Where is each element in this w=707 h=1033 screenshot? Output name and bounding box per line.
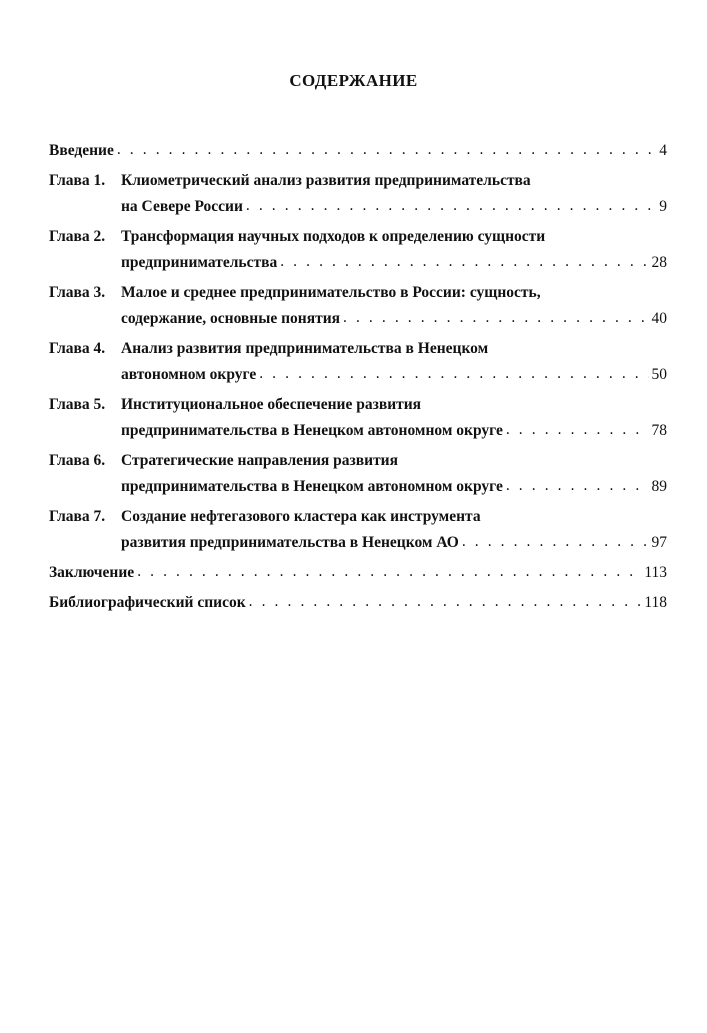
toc-entry-title-line-1: Создание нефтегазового кластера как инструмента [121,508,481,525]
toc-entry-chapter-5[interactable] [49,392,667,444]
toc-entry-conclusion[interactable] [49,560,667,586]
toc-page-number: 113 [644,564,667,581]
toc-entry-title-line-2: предпринимательства в Ненецком автономном округе [121,422,503,439]
toc-page-number: 40 [651,310,667,327]
toc-entry-title: Библиографический список [49,594,246,611]
toc-entry-bibliography[interactable] [49,590,667,616]
toc-page-number: 28 [651,254,667,271]
toc-entry-chapter-1[interactable] [49,168,667,220]
toc-entry-chapter-6[interactable] [49,448,667,500]
chapter-number: Глава 5. [49,396,106,413]
toc-entry-title: Заключение [49,564,135,581]
toc-entry-title-line-2: автономном округе [121,366,257,383]
toc-entry-title-line-2: содержание, основные понятия [121,310,341,327]
chapter-number: Глава 3. [49,284,106,301]
toc-entry-title-line-1: Институциональное обеспечение развития [121,396,422,413]
chapter-number: Глава 7. [49,508,106,525]
dot-leader [506,473,649,499]
dot-leader [280,249,648,275]
chapter-number: Глава 4. [49,340,106,357]
toc-entry-title-line-1: Стратегические направления развития [121,452,399,469]
chapter-number: Глава 2. [49,228,106,245]
dot-leader [343,305,648,331]
dot-leader [246,193,656,219]
toc-entry-title-line-2: предпринимательства [121,254,278,271]
toc-entry-title-line-1: Малое и среднее предпринимательство в России: сущность, [121,284,541,301]
table-of-contents [49,138,667,620]
toc-page-number: 89 [651,478,667,495]
dot-leader [117,137,656,163]
toc-entry-title-line-1: Анализ развития предпринимательства в Ненецком [121,340,489,357]
toc-page-number: 118 [644,594,667,611]
dot-leader [249,589,642,615]
page-title: СОДЕРЖАНИЕ [289,71,418,90]
toc-page-number: 97 [651,534,667,551]
dot-leader [137,559,641,585]
toc-entry-chapter-4[interactable] [49,336,667,388]
dot-leader [506,417,649,443]
toc-entry-title-line-2: на Севере России [121,198,243,215]
chapter-number: Глава 6. [49,452,106,469]
toc-page-number: 9 [659,198,667,215]
toc-entry-title-line-1: Трансформация научных подходов к определению сущности [121,228,546,245]
toc-entry-chapter-3[interactable] [49,280,667,332]
dot-leader [259,361,648,387]
toc-page-number: 4 [659,142,667,159]
toc-entry-title: Введение [49,142,114,159]
toc-entry-title-line-2: предпринимательства в Ненецком автономном округе [121,478,503,495]
toc-page-number: 78 [651,422,667,439]
toc-entry-title-line-1: Клиометрический анализ развития предпринимательства [121,172,531,189]
toc-entry-title-line-2: развития предпринимательства в Ненецком АО [121,534,459,551]
toc-page-number: 50 [651,366,667,383]
toc-entry-chapter-2[interactable] [49,224,667,276]
toc-entry-chapter-7[interactable] [49,504,667,556]
chapter-number: Глава 1. [49,172,106,189]
dot-leader [462,529,649,555]
toc-entry-introduction[interactable] [49,138,667,164]
